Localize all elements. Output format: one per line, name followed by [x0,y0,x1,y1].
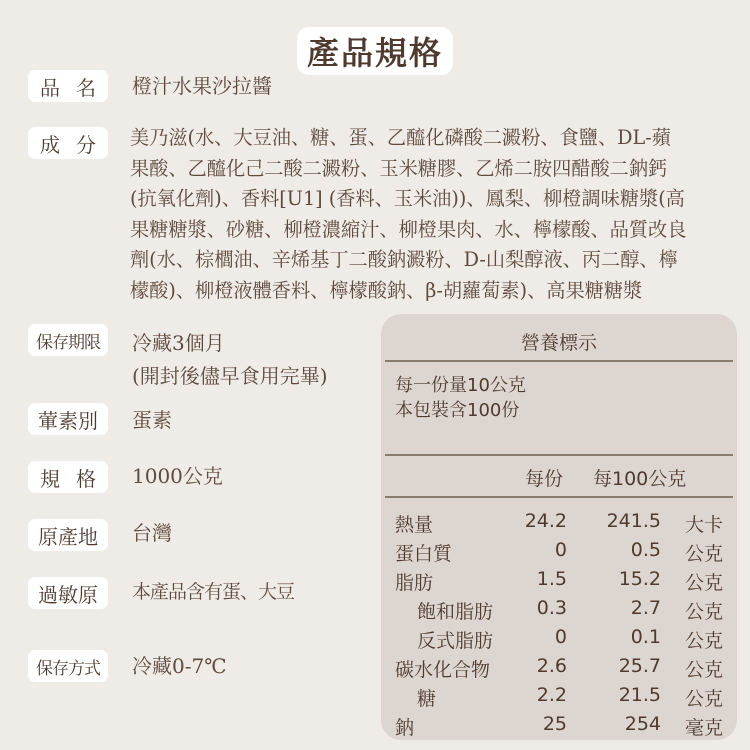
nutrition-row [381,539,737,567]
nutrition-row [381,655,737,683]
unit: 公克 [684,688,723,710]
shelf-life-label: 保存期限 [28,324,108,356]
nutrient-name: 蛋白質 [395,543,453,565]
value-per-100g: 241.5 [606,510,661,532]
nutrient-name: 糖 [417,688,437,710]
nutrition-title: 營養標示 [520,332,597,354]
value-per-serving: 24.2 [524,510,567,532]
value-per-100g: 21.5 [618,684,661,706]
allergen-value: 本產品含有蛋、大豆 [132,581,295,603]
col-header-per-100g: 每100公克 [593,468,687,490]
product-name-label: 品名 [28,70,108,102]
divider [385,360,733,362]
ingredients-text [130,123,720,307]
nutrient-name: 飽和脂肪 [417,601,494,623]
value-per-serving: 0.3 [536,597,567,619]
spec-value: 1000公克 [132,464,223,488]
ingredients-line: 果酸、乙醯化己二酸二澱粉、玉米糖膠、乙烯二胺四醋酸二鈉鈣 [130,156,668,180]
unit: 公克 [684,630,723,652]
nutrient-name: 熱量 [395,514,434,536]
unit: 公克 [684,601,723,623]
ingredients-line: 美乃滋(水、大豆油、糖、蛋、乙醯化磷酸二澱粉、食鹽、DL-蘋 [130,126,671,149]
ingredients-label: 成分 [28,127,108,159]
unit: 公克 [684,572,723,594]
storage-label: 保存方式 [28,650,108,682]
value-per-serving: 1.5 [536,568,567,590]
value-per-100g: 15.2 [618,568,661,590]
page-title: 產品規格 [297,27,453,75]
product-name-value: 橙汁水果沙拉醬 [132,74,272,98]
nutrition-row [381,713,737,740]
divider [385,454,733,456]
nutrition-row [381,568,737,596]
nutrient-name: 脂肪 [395,572,434,594]
value-per-serving: 2.2 [536,684,567,706]
nutrition-row [381,626,737,654]
unit: 公克 [684,659,723,681]
value-per-serving: 0 [554,539,567,561]
serving-size: 每一份量10公克 [395,375,526,396]
unit: 大卡 [684,514,723,536]
nutrition-row [381,510,737,538]
value-per-100g: 25.7 [618,655,661,677]
ingredients-line: 劑(水、棕櫚油、辛烯基丁二酸鈉澱粉、D-山梨醇液、丙二醇、檸 [130,248,678,272]
value-per-serving: 0 [554,626,567,648]
origin-value: 台灣 [132,521,172,545]
origin-label: 原產地 [28,519,108,551]
nutrient-name: 碳水化合物 [395,659,491,681]
diet-type-label: 葷素別 [28,403,108,435]
shelf-life-note: (開封後儘早食用完畢) [132,364,328,388]
diet-type-value: 蛋素 [132,408,172,432]
shelf-life-value: 冷藏3個月 [132,331,225,355]
value-per-100g: 0.5 [630,539,661,561]
value-per-serving: 2.6 [536,655,567,677]
nutrition-row [381,684,737,712]
ingredients-line: (抗氧化劑)、香料[U1] (香料、玉米油))、鳳梨、柳橙調味糖漿(高 [130,187,685,211]
unit: 毫克 [684,717,723,739]
value-per-serving: 25 [542,713,567,735]
allergen-label: 過敏原 [28,577,108,609]
value-per-100g: 254 [624,713,661,735]
value-per-100g: 2.7 [630,597,661,619]
nutrition-row [381,597,737,625]
col-header-per-serving: 每份 [525,468,564,490]
nutrient-name: 反式脂肪 [417,630,494,652]
ingredients-line: 果糖糖漿、砂糖、柳橙濃縮汁、柳橙果肉、水、檸檬酸、品質改良 [130,217,687,241]
nutrient-name: 鈉 [395,717,415,739]
servings-per-package: 本包裝含100份 [395,400,520,421]
divider [385,496,733,498]
unit: 公克 [684,543,723,565]
nutrition-panel [381,314,737,740]
ingredients-line: 檬酸)、柳橙液體香料、檸檬酸鈉、β-胡蘿蔔素)、高果糖糖漿 [130,278,643,302]
spec-label: 規格 [28,461,108,493]
storage-value: 冷藏0-7℃ [132,654,227,678]
value-per-100g: 0.1 [630,626,661,648]
